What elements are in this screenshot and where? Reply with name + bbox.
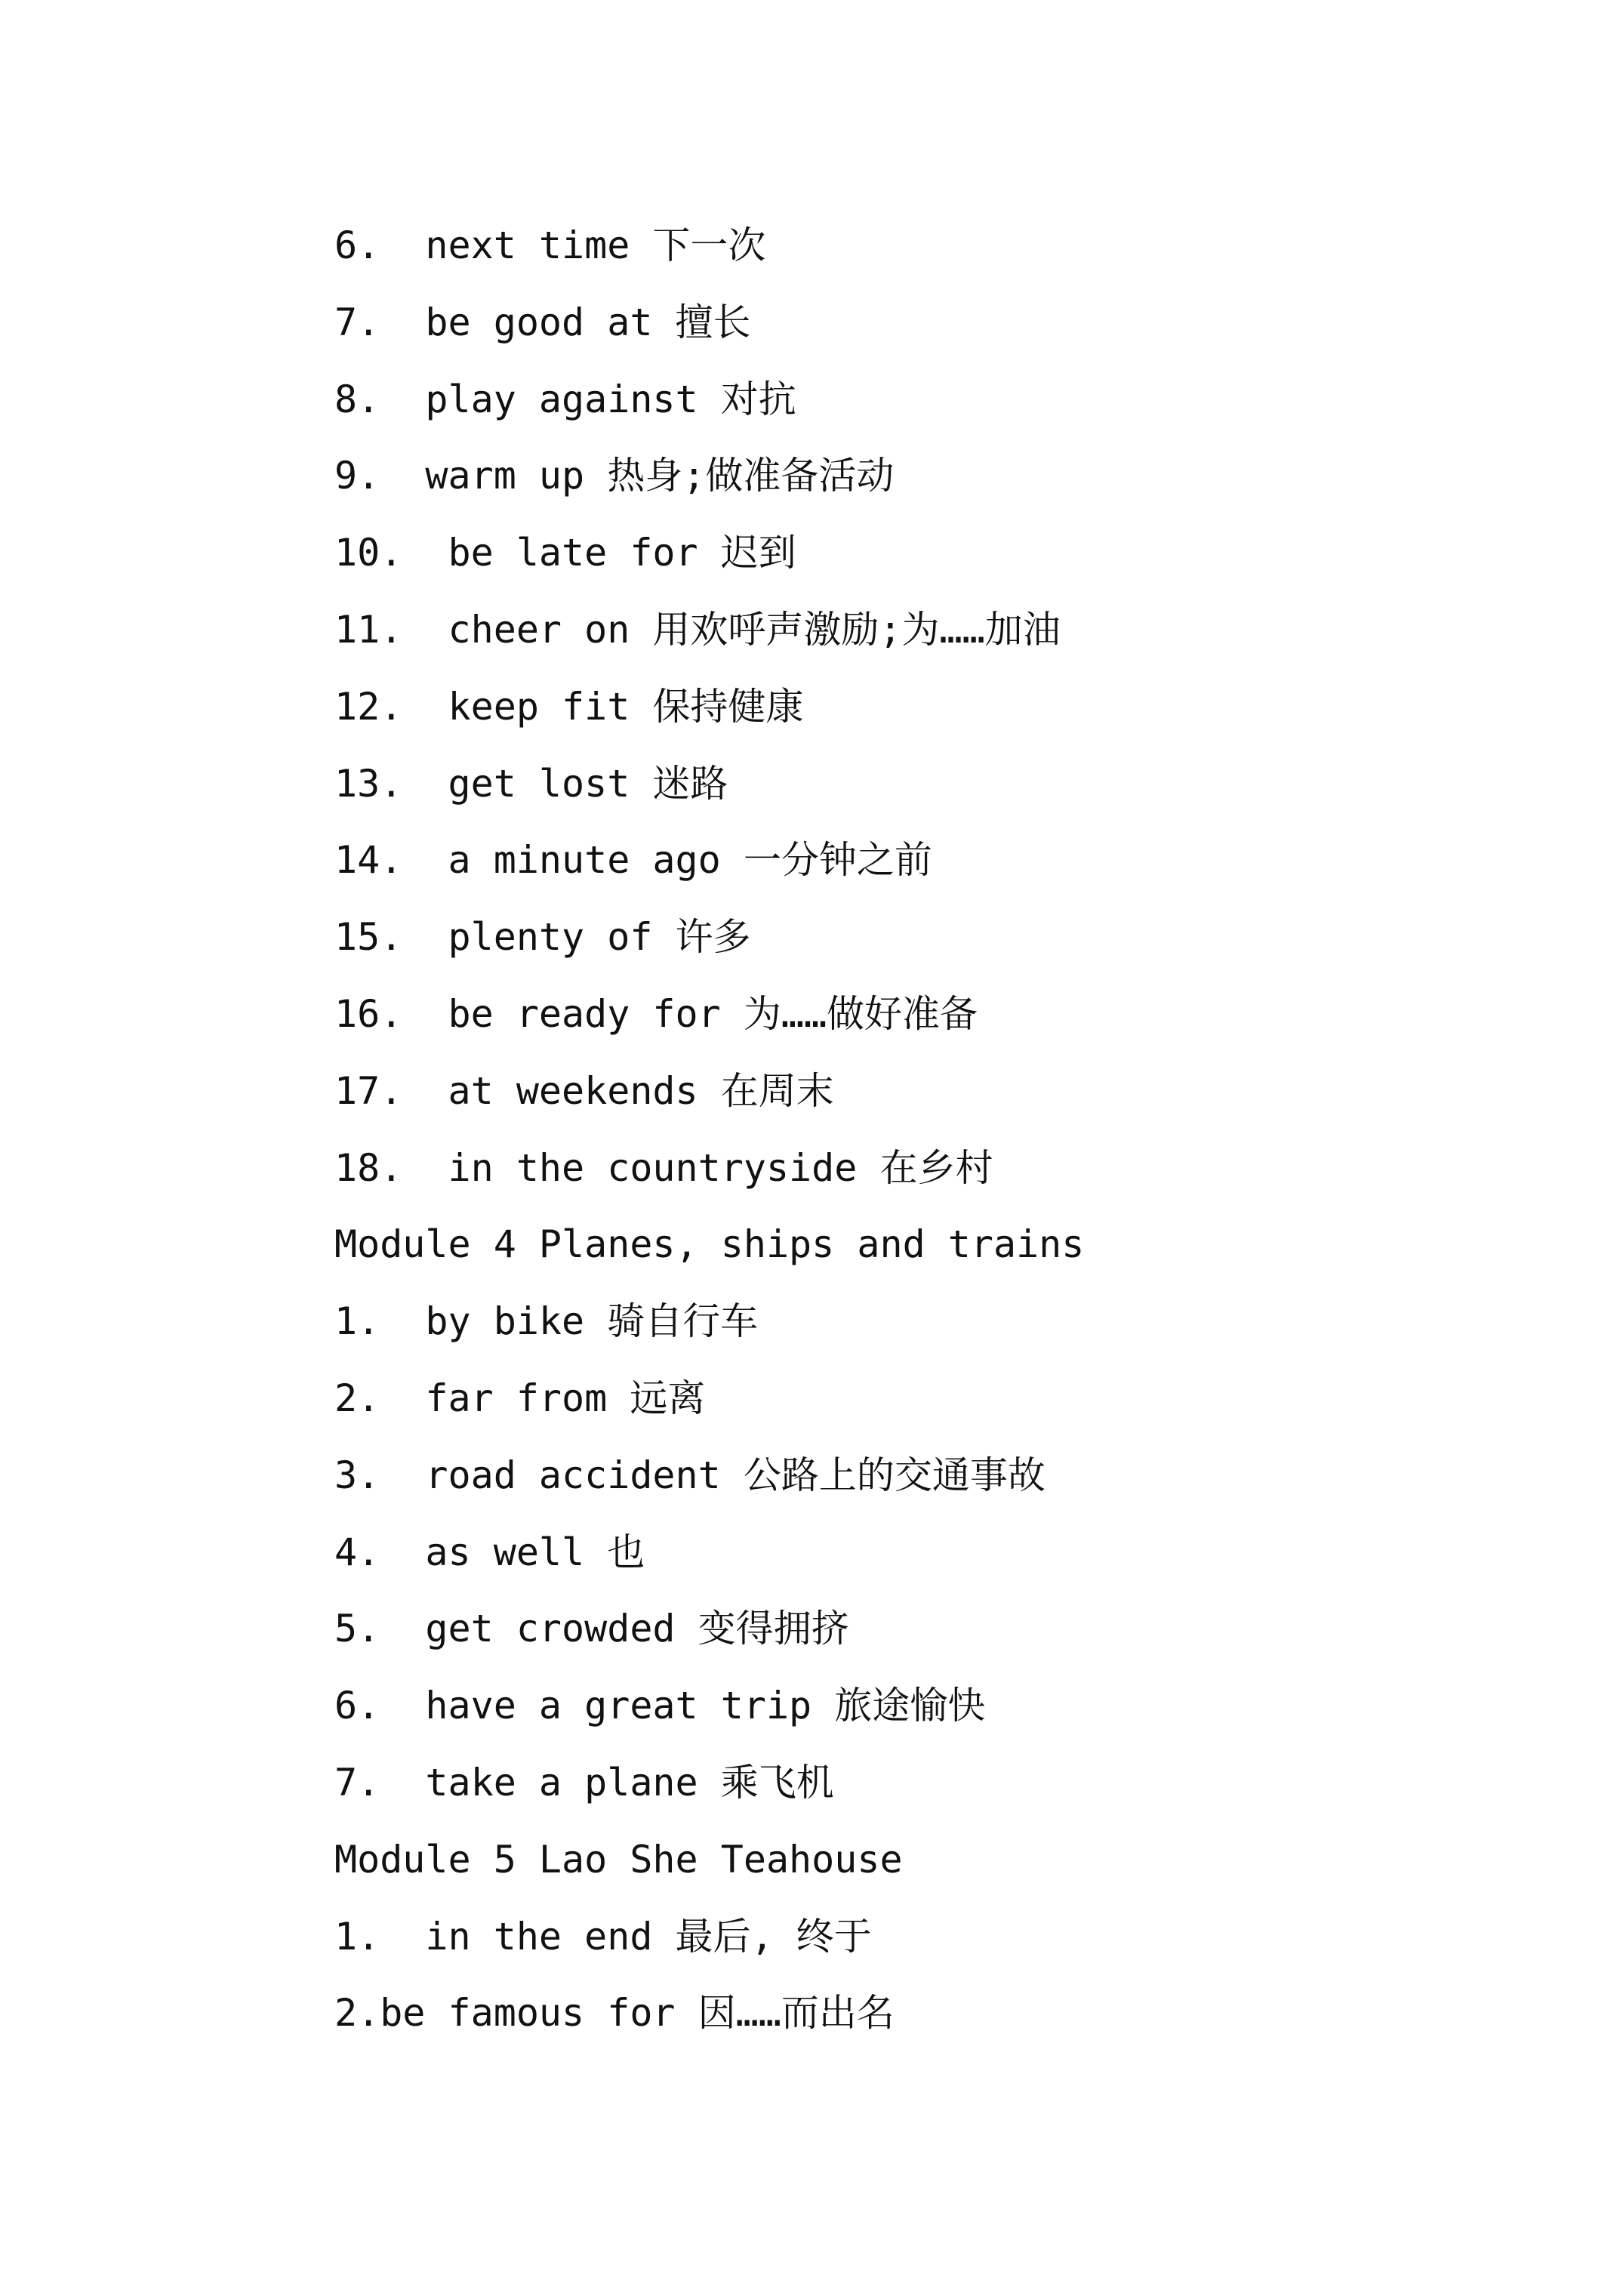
vocab-line: 14. a minute ago 一分钟之前	[334, 838, 932, 883]
vocab-line: 3. road accident 公路上的交通事故	[334, 1453, 1046, 1497]
module-heading: Module 4 Planes, ships and trains	[334, 1222, 1085, 1267]
vocab-line: 13. get lost 迷路	[334, 761, 728, 806]
vocab-line: 1. by bike 骑自行车	[334, 1299, 759, 1344]
vocab-line: 11. cheer on 用欢呼声激励;为……加油	[334, 607, 1061, 652]
vocab-line: 2.be famous for 因……而出名	[334, 1991, 895, 2036]
vocab-line: 7. be good at 擅长	[334, 300, 751, 344]
vocab-line: 1. in the end 最后, 终于	[334, 1914, 872, 1959]
vocab-line: 18. in the countryside 在乡村	[334, 1145, 993, 1190]
vocab-line: 4. as well 也	[334, 1530, 645, 1574]
vocabulary-list	[334, 220, 1542, 2065]
vocab-line: 6. have a great trip 旅途愉快	[334, 1684, 986, 1728]
vocab-line: 7. take a plane 乘飞机	[334, 1760, 834, 1804]
vocab-line: 8. play against 对抗	[334, 377, 796, 421]
vocab-line: 10. be late for 迟到	[334, 531, 796, 575]
vocab-line: 9. warm up 热身;做准备活动	[334, 454, 895, 498]
vocab-line: 16. be ready for 为……做好准备	[334, 991, 978, 1036]
vocab-line: 2. far from 远离	[334, 1376, 706, 1420]
vocab-line: 17. at weekends 在周末	[334, 1068, 834, 1113]
vocab-line: 15. plenty of 许多	[334, 915, 751, 960]
vocab-line: 12. keep fit 保持健康	[334, 684, 804, 729]
vocab-line: 6. next time 下一次	[334, 223, 766, 267]
vocab-line: 5. get crowded 变得拥挤	[334, 1607, 849, 1651]
module-heading: Module 5 Lao She Teahouse	[334, 1837, 903, 1881]
